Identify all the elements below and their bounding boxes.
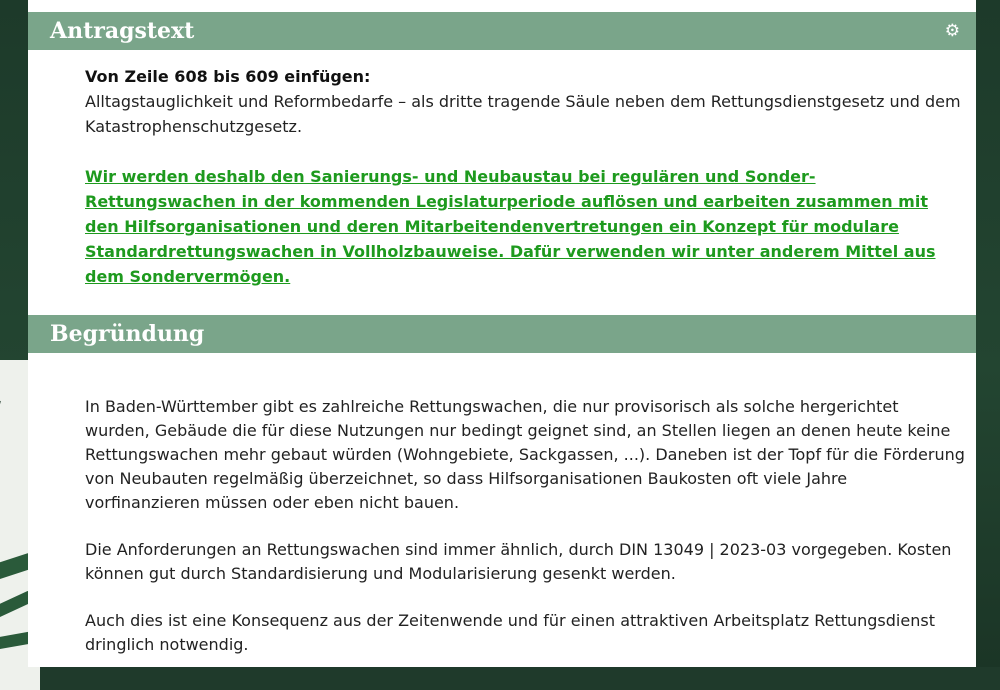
antragstext-content (85, 64, 965, 289)
begruendung-paragraph: Auch dies ist eine Konsequenz aus der Zeitenwende und für einen attraktiven Arbeitsplatz Rettungsdienst dringlich notwendig. (85, 611, 935, 654)
gear-icon[interactable]: ⚙ (944, 21, 960, 41)
begruendung-title: Begründung (50, 321, 205, 347)
begruendung-header (28, 315, 976, 353)
antragstext-body: Alltagstauglichkeit und Reformbedarfe – als dritte tragende Säule neben dem Rettungsdienstgesetz und dem Katastrophenschutzgesetz. (85, 92, 961, 136)
insert-line-heading: Von Zeile 608 bis 609 einfügen: (85, 67, 371, 86)
begruendung-paragraph: Die Anforderungen an Rettungswachen sind immer ähnlich, durch DIN 13049 | 2023-03 vorgegeben. Kosten können gut durch Standardisierung und Modularisierung gesenkt werden. (85, 540, 952, 583)
begruendung-content (85, 395, 965, 680)
antragstext-title: Antragstext (50, 18, 195, 44)
content-panel (28, 0, 976, 667)
antragstext-header (28, 12, 976, 50)
inserted-text: Wir werden deshalb den Sanierungs- und Neubaustau bei regulären und Sonder-Rettungswachen in der kommenden Legislaturperiode auflösen und earbeiten zusammen mit den Hilfsorganisationen und deren Mitarbeitendenvertretungen ein Konzept für modulare Standardrettungswachen in Vollholzbauweise. Dafür verwenden wir unter anderem Mittel aus dem Sondervermögen. (85, 167, 936, 286)
begruendung-paragraph: In Baden-Württember gibt es zahlreiche Rettungswachen, die nur provisorisch als solche hergerichtet wurden, Gebäude die für diese Nutzungen nur bedingt geignet sind, an Stellen liegen an denen heute keine Rettungswachen mehr gebaut würden (Wohngebiete, Sackgassen, ...). Daneben ist der Topf für die Förderung von Neubauten regelmäßig überzeichnet, so dass Hilfsorganisationen Baukosten oft viele Jahre vorfinanzieren müssen oder eben nicht bauen. (85, 397, 965, 512)
